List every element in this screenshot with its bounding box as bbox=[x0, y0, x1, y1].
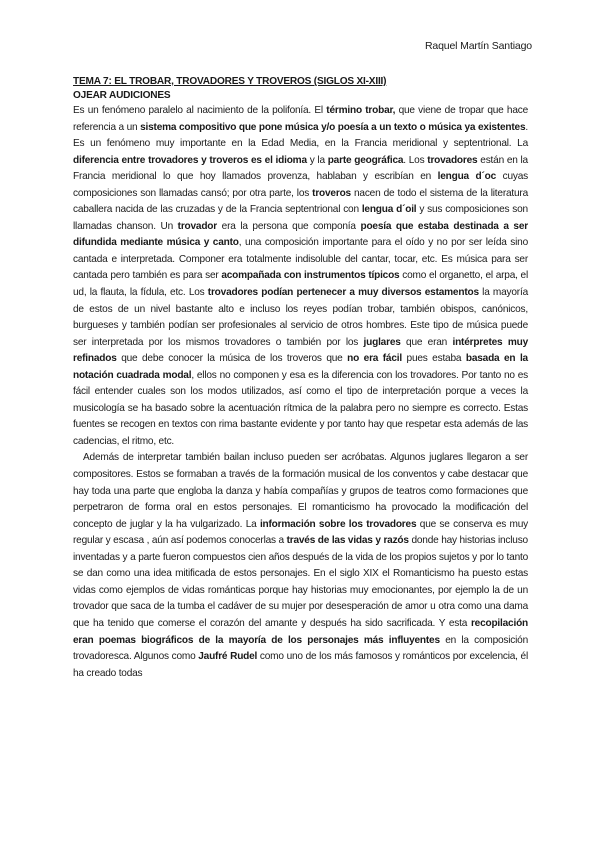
text-run: donde hay historias incluso inventadas y a parte fueron compuestos cien años después de la vida de los propios sujetos y por lo tanto se dan como una idea mitificada de estos personajes. En el siglo XIX el Romanticismo ha puesto estas vidas como ejemplos de vidas románticas porque hay historias muy emocionantes, por ejemplo la de un trovador que saca de la tumba el cadáver de su mujer por desesperación de amor u otra como una dama que ha tenido que comerse el corazón del amante y después ha sido sacrificada. Y esta bbox=[73, 535, 528, 629]
page-title: TEMA 7: EL TROBAR, TROVADORES Y TROVEROS (SIGLOS XI-XIII) bbox=[73, 76, 387, 87]
text-run: cuyas composiciones son llamadas cansó; por otra parte, los bbox=[73, 171, 528, 199]
text-run: están en la Francia meridional lo que hoy llamados provenza, hablaban y escribían en bbox=[73, 154, 528, 183]
bold-text-run: información sobre los trovadores bbox=[259, 518, 417, 530]
bold-text-run: trovador bbox=[177, 220, 217, 232]
text-run: como uno de los más famosos y románticos por excelencia, él ha creado todas bbox=[73, 651, 528, 679]
section-subtitle: OJEAR AUDICIONES bbox=[73, 90, 171, 101]
text-run: en la composición trovadoresca. Algunos como bbox=[73, 634, 529, 663]
text-run: , una composición importante para el oído y no por ser leída sino cantada e interpretada. Componer era totalmente indisoluble del cantar, tocar, etc. Es música para ser cantada pero también es para ser bbox=[73, 237, 528, 282]
text-run: . Los bbox=[403, 154, 428, 166]
text-run: pues estaba bbox=[401, 353, 466, 365]
text-run: y sus composiciones son llamadas chanson. Un bbox=[73, 204, 528, 232]
bold-text-run: Jaufré Rudel bbox=[198, 651, 258, 663]
text-run: nacen de todo el sistema de la literatura caballera nacida de las cruzadas y de la Francia septentrional con bbox=[73, 187, 528, 216]
text-run: , ellos no componen y esa es la diferencia con los trovadores. Por tanto no es fácil entender cuales son los modos utilizados, así como el tipo de interpretación porque a veces la musicología se ha basado sobre la acentuación rítmica de la palabra pero no siempre es correcto. Estas fuentes se recogen en textos con rima bastante evidente y por tanto hay que respetar esta además de las cadencias, el ritmo, etc. bbox=[73, 369, 529, 447]
bold-text-run: través de las vidas y razós bbox=[286, 535, 409, 547]
bold-text-run: término trobar, bbox=[326, 105, 396, 116]
bold-text-run: basada en la notación cuadrada modal bbox=[73, 353, 528, 381]
bold-text-run: trovadores podían pertenecer a muy diversos estamentos bbox=[207, 287, 479, 299]
text-run: era la persona que componía bbox=[217, 220, 361, 232]
document-body bbox=[73, 75, 528, 682]
bold-text-run: lengua d´oc bbox=[437, 171, 497, 183]
bold-text-run: trovadores bbox=[427, 154, 478, 166]
text-run: que se conserva es muy regular y escasa , aún así podemos conocerlas a bbox=[73, 518, 528, 547]
text-run: que debe conocer la música de los troveros que bbox=[116, 353, 348, 365]
text-run: Además de interpretar también bailan incluso pueden ser acróbatas. Algunos juglares llegaron a ser compositores. Estos se formaban a través de la formación musical de los conventos y cabe destacar que hay toda una parte que engloba la danza y había compañías y grupos de teatros como formaciones que perpetraron de forma oral en estos personajes. El romanticismo ha provocado la modificación del concepto de juglar y la ha vulgarizado. La bbox=[73, 452, 528, 530]
text-run: que viene de tropar que hace referencia a un bbox=[73, 105, 528, 133]
bold-text-run: lengua d´oil bbox=[361, 204, 417, 216]
paragraph bbox=[73, 450, 528, 682]
author-header: Raquel Martín Santiago bbox=[424, 40, 532, 52]
bold-text-run: no era fácil bbox=[347, 353, 402, 365]
bold-text-run: troveros bbox=[312, 187, 351, 199]
text-run: . Es un fenómeno muy importante en la Edad Media, en la Francia meridional y septentrional. La bbox=[73, 121, 528, 150]
bold-text-run: intérpretes muy refinados bbox=[73, 336, 528, 365]
text-run: la mayoría de estos de un nivel bastante alto e incluso los reyes podían trobar, también obispos, canónicos, burgueses y también podían ser profesionales al servicio de otros hombres. Este tipo de música puede ser interpretada por los mismos trovadores o también por los bbox=[73, 287, 528, 348]
text-run: como el organetto, el arpa, el ud, la flauta, la fídula, etc. Los bbox=[73, 270, 528, 299]
bold-text-run: juglares bbox=[363, 336, 401, 348]
bold-text-run: acompañada con instrumentos típicos bbox=[221, 270, 400, 282]
bold-text-run: sistema compositivo que pone música y/o poesía a un texto o música ya existentes bbox=[140, 121, 526, 133]
bold-text-run: diferencia entre trovadores y troveros es el idioma bbox=[73, 154, 307, 166]
text-run: Es un fenómeno paralelo al nacimiento de la polifonía. El bbox=[73, 105, 327, 116]
text-run: que eran bbox=[400, 336, 453, 348]
bold-text-run: recopilación eran poemas biográficos de la mayoría de los personajes más influyentes bbox=[73, 617, 528, 646]
bold-text-run: poesía que estaba destinada a ser difundida mediante música y canto bbox=[73, 220, 528, 249]
bold-text-run: parte geográfica bbox=[327, 154, 404, 166]
text-run: y la bbox=[306, 154, 328, 166]
paragraph bbox=[73, 103, 528, 450]
